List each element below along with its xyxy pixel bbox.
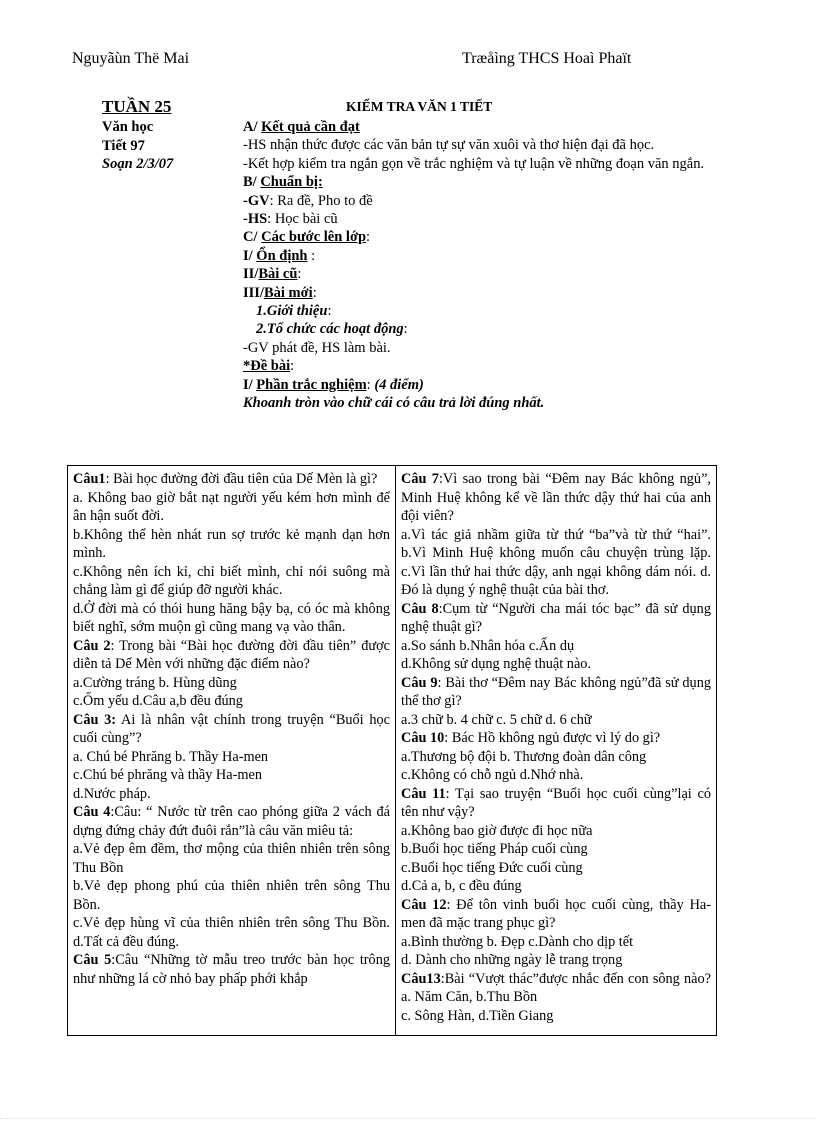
de-bai-heading: *Đề bài: <box>243 358 295 375</box>
question-text: : Bác Hồ không ngủ được vì lý do gì? <box>444 730 661 746</box>
question-table <box>67 465 717 1036</box>
lesson-plan-body <box>243 118 713 413</box>
question-line <box>73 489 390 526</box>
question-text: : Để tôn vinh buổi học cuối cùng, thầy Ha-men đã mặc trang phục gì? <box>401 896 711 931</box>
question-text: c.Chú bé phrăng và thầy Ha-men <box>73 767 262 783</box>
question-text: a.Thương bộ đội b. Thương đoàn dân công <box>401 748 647 765</box>
question-text: Ai là nhân vật chính trong truyện “Buổi học cuối cùng”? <box>73 711 390 746</box>
question-text: :Câu: “ Nước từ trên cao phóng giữa 2 vách đá dựng đứng chảy đứt đuôi rắn”là câu văn miêu tả: <box>73 804 390 839</box>
question-text: :Cụm từ “Người cha mái tóc bạc” đã sử dụng nghệ thuật gì? <box>401 600 711 635</box>
question-text: c.Vẻ đẹp hùng vĩ của thiên nhiên trên sông Thu Bồn. d.Tất cả đều đúng. <box>73 915 390 950</box>
week-label: TUẦN 25 <box>102 97 172 116</box>
section-a-heading: A/ Kết quả cần đạt <box>243 119 360 135</box>
question-line <box>401 674 711 711</box>
question-text: a.Vì tác giả nhầm giữa từ thứ “ba”và từ thứ “hai”. b.Vì Minh Huệ không muốn câu chuyện trùng lặp. c.Vì lần thứ hai thức dậy, anh ngại không dám nói. d. Đó là dụng ý nghệ thuật của bài thơ. <box>401 526 711 598</box>
question-line <box>401 600 711 637</box>
question-text: : Trong bài “Bài học đường đời đầu tiên” được diễn tả Dế Mèn với những đặc điểm nào? <box>73 637 390 672</box>
step-ii: II/Bài cũ: <box>243 266 302 283</box>
question-text: a.Không bao giờ được đi học nữa <box>401 822 593 839</box>
question-line <box>401 859 711 878</box>
gv-action: -GV phát đề, HS làm bài. <box>243 339 391 356</box>
section-b-heading: B/ Chuẩn bị: <box>243 174 323 191</box>
question-line <box>73 766 390 785</box>
question-text: c.Ốm yếu d.Câu a,b đều đúng <box>73 693 243 709</box>
question-text: d. Dành cho những ngày lễ trang trọng <box>401 952 623 968</box>
question-text: c. Sông Hàn, d.Tiền Giang <box>401 1007 554 1024</box>
question-text: b.Vẻ đẹp phong phú của thiên nhiên trên sông Thu Bồn. <box>73 878 390 913</box>
section-c-heading: C/ Các bước lên lớp: <box>243 229 371 246</box>
question-label: Câu 3: <box>73 711 117 728</box>
section-b-gv: -GV: Ra đề, Pho to đề <box>243 192 373 209</box>
question-line <box>401 896 711 933</box>
question-text: :Vì sao trong bài “Đêm nay Bác không ngủ”, Minh Huệ không kể về lần thức dậy thứ hai của anh đội viên? <box>401 471 711 524</box>
question-line <box>401 970 711 1007</box>
question-label: Câu 9 <box>401 674 438 691</box>
question-label: Câu 2 <box>73 637 111 654</box>
instruction: Khoanh tròn vào chữ cái có câu trả lời đúng nhất. <box>243 395 545 412</box>
question-line <box>73 951 390 988</box>
question-line <box>401 470 711 526</box>
question-text: c.Không có chỗ ngủ d.Nhớ nhà. <box>401 767 584 783</box>
question-text: : Bài học đường đời đầu tiên của Dế Mèn là gì? <box>105 471 378 487</box>
question-text: a.Bình thường b. Đẹp c.Dành cho dịp tết <box>401 933 634 950</box>
question-label: Câu 8 <box>401 600 439 617</box>
page-title: KIỂM TRA VĂN 1 TIẾT <box>346 99 493 114</box>
question-line <box>401 877 711 896</box>
question-text: c.Không nên ích kỉ, chỉ biết mình, chỉ nói suông mà chẳng làm gì để giúp đỡ người khác. <box>73 563 390 598</box>
question-label: Câu1 <box>73 471 106 487</box>
subject-label: Văn học <box>102 119 154 135</box>
lesson-meta <box>102 97 242 174</box>
question-column-left <box>68 466 396 1035</box>
question-text: a.Vẻ đẹp êm đềm, thơ mộng của thiên nhiên trên sông Thu Bồn <box>73 841 390 876</box>
question-line <box>401 711 711 730</box>
question-line <box>401 637 711 656</box>
section-b-hs: -HS: Học bài cũ <box>243 211 338 228</box>
question-line <box>401 1007 711 1026</box>
section-a-line2: -Kết hợp kiểm tra ngắn gọn về trắc nghiệm và tự luận về những đoạn văn ngắn. <box>243 155 705 172</box>
question-line <box>401 840 711 859</box>
question-line <box>73 637 390 674</box>
question-line <box>73 470 390 489</box>
question-text: :Bài “Vượt thác”được nhắc đến con sông nào? a. Năm Căn, b.Thu Bồn <box>401 970 711 1005</box>
question-text: b.Không thể hèn nhát run sợ trước kẻ mạnh dạn hơn mình. <box>73 526 390 561</box>
question-text: d.Ở đời mà có thói hung hăng bậy bạ, có óc mà không biết nghĩ, sớm muộn gì cũng mang vạ vào thân. <box>73 600 390 635</box>
question-line <box>73 674 390 693</box>
question-label: Câu 12 <box>401 896 447 913</box>
question-line <box>401 933 711 952</box>
question-line <box>73 785 390 804</box>
question-line <box>401 822 711 841</box>
question-text: a.3 chữ b. 4 chữ c. 5 chữ d. 6 chữ <box>401 711 592 728</box>
question-label: Câu13 <box>401 970 441 987</box>
question-label: Câu 11 <box>401 785 446 802</box>
question-text: : Tại sao truyện “Buổi học cuối cùng”lại có tên như vậy? <box>401 785 711 820</box>
question-line <box>73 914 390 951</box>
question-line <box>73 877 390 914</box>
page-bottom-divider <box>0 1118 816 1119</box>
question-label: Câu 4 <box>73 804 111 820</box>
step-intro: 1.Giới thiệu: <box>256 303 332 320</box>
question-line <box>73 563 390 600</box>
question-text: :Câu “Những tờ mẫu treo trước bàn học trông như những lá cờ nhỏ bay phấp phới khắp <box>73 952 390 987</box>
question-column-right <box>396 466 716 1035</box>
question-text: d.Cả a, b, c đều đúng <box>401 878 522 894</box>
step-iii: III/Bài mới: <box>243 284 317 301</box>
question-text: a. Không bao giờ bắt nạt người yếu kém hơn mình để ân hận suốt đời. <box>73 489 390 524</box>
question-text: c.Buổi học tiếng Đức cuối cùng <box>401 859 583 876</box>
question-text: d.Không sử dụng nghệ thuật nào. <box>401 656 592 672</box>
step-i: I/ Ổn định : <box>243 247 316 264</box>
question-text: a.So sánh b.Nhân hóa c.Ẩn dụ <box>401 637 575 654</box>
part1-heading: I/ Phần trắc nghiệm: (4 điểm) <box>243 376 424 393</box>
step-activities: 2.Tổ chức các hoạt động: <box>256 321 408 338</box>
question-line <box>401 526 711 600</box>
question-line <box>73 748 390 767</box>
question-line <box>401 748 711 767</box>
header-school: Træåìng THCS Hoaì Phaït <box>462 50 632 67</box>
question-line <box>73 840 390 877</box>
question-text: a.Cường tráng b. Hùng dũng <box>73 674 237 691</box>
question-label: Câu 10 <box>401 730 445 746</box>
question-line <box>401 655 711 674</box>
question-line <box>73 711 390 748</box>
date-label: Soạn 2/3/07 <box>102 156 174 173</box>
question-line <box>73 600 390 637</box>
question-label: Câu 7 <box>401 471 439 487</box>
question-line <box>73 803 390 840</box>
question-line <box>73 526 390 563</box>
question-text: b.Buổi học tiếng Pháp cuối cùng <box>401 841 588 857</box>
section-a-line1: -HS nhận thức được các văn bản tự sự văn xuôi và thơ hiện đại đã học. <box>243 137 655 154</box>
question-text: d.Nước pháp. <box>73 785 151 802</box>
question-line <box>73 692 390 711</box>
header-author: Nguyãùn Thë Mai <box>72 50 190 67</box>
question-text: a. Chú bé Phrăng b. Thầy Ha-men <box>73 748 269 765</box>
period-label: Tiết 97 <box>102 137 145 154</box>
question-text: : Bài thơ “Đêm nay Bác không ngủ”đã sử dụng thể thơ gì? <box>401 674 711 709</box>
question-line <box>401 766 711 785</box>
question-line <box>401 951 711 970</box>
question-label: Câu 5 <box>73 952 112 968</box>
question-line <box>401 729 711 748</box>
question-line <box>401 785 711 822</box>
